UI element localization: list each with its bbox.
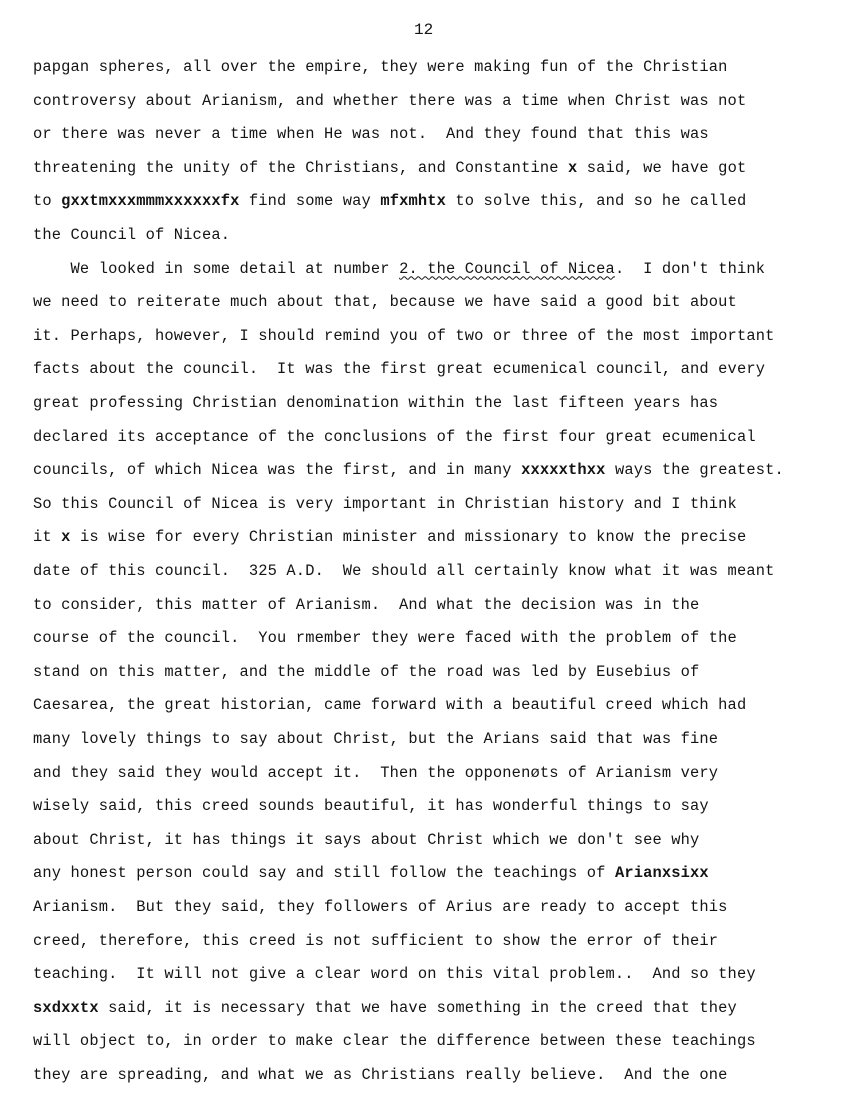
text-line — [33, 628, 737, 648]
text-segment: or there was never a time when He was not. And they found that this was — [33, 125, 709, 144]
text-line — [33, 830, 699, 850]
text-line — [33, 964, 756, 984]
text-line — [33, 460, 784, 480]
text-line — [33, 695, 746, 715]
text-segment: find some way — [239, 192, 381, 211]
text-segment: will object to, in order to make clear the difference between these teachings — [33, 1032, 756, 1051]
text-line — [33, 158, 746, 178]
text-line — [33, 561, 775, 581]
text-line — [33, 595, 699, 615]
text-segment: to solve this, and so he called — [446, 192, 747, 211]
text-line — [33, 662, 699, 682]
text-segment: declared its acceptance of the conclusions of the first four great ecumenical — [33, 427, 756, 446]
text-segment: any honest person could say and still follow the teachings of — [33, 864, 615, 883]
text-line — [33, 259, 765, 279]
text-line — [33, 729, 718, 749]
text-segment: . I don't think — [614, 259, 766, 278]
text-segment: teaching. It will not give a clear word on this vital problem.. And so they — [33, 965, 756, 984]
text-segment: is wise for every Christian minister and missionary to know the precise — [70, 528, 747, 547]
underlined-text: 2. the Council of Nicea — [399, 259, 615, 278]
text-line — [33, 124, 709, 144]
text-segment: it. Perhaps, however, I should remind you of two or three of the most important — [33, 326, 775, 345]
text-segment: Caesarea, the great historian, came forward with a beautiful creed which had — [33, 696, 747, 715]
text-segment: course of the council. You rmember they were faced with the problem of the — [33, 629, 737, 648]
text-segment: to consider, this matter of Arianism. And what the decision was in the — [33, 595, 700, 614]
text-line — [33, 897, 728, 917]
text-segment: and they said they would accept it. Then the opponenøts of Arianism very — [33, 763, 719, 782]
text-line — [33, 91, 746, 111]
text-line — [33, 931, 718, 951]
text-line — [33, 998, 737, 1018]
text-line — [33, 796, 709, 816]
text-segment: to — [33, 192, 62, 211]
text-line — [33, 527, 746, 547]
text-line — [33, 393, 718, 413]
text-segment: We looked in some detail at number — [33, 259, 400, 278]
struck-out-text: sxdxxtx — [33, 998, 99, 1017]
text-line — [33, 427, 756, 447]
text-line — [33, 1031, 756, 1051]
text-line — [33, 57, 728, 77]
text-line — [33, 191, 746, 211]
text-segment: controversy about Arianism, and whether there was a time when Christ was not — [33, 91, 747, 110]
text-segment: facts about the council. It was the first great ecumenical council, and every — [33, 360, 766, 379]
struck-out-text: gxxtmxxxmmmxxxxxxfx — [61, 192, 240, 211]
text-segment: wisely said, this creed sounds beautiful, it has wonderful things to say — [33, 797, 709, 816]
struck-out-text: Arianxsixx — [614, 864, 709, 883]
text-segment: it — [33, 528, 62, 547]
text-segment: many lovely things to say about Christ, but the Arians said that was fine — [33, 730, 719, 748]
text-segment: date of this council. 325 A.D. We should all certainly know what it was meant — [33, 562, 775, 580]
text-line — [33, 326, 775, 346]
text-line — [33, 225, 230, 245]
text-line — [33, 763, 718, 783]
text-segment: said, it is necessary that we have something in the creed that they — [98, 998, 737, 1017]
text-segment: great professing Christian denomination within the last fifteen years has — [33, 394, 719, 412]
page-number: 12 — [414, 21, 434, 39]
struck-out-text: mfxmhtx — [380, 192, 447, 211]
text-segment: we need to reiterate much about that, because we have said a good bit about — [33, 293, 737, 312]
text-line — [33, 359, 765, 379]
text-line — [33, 292, 737, 312]
text-line — [33, 1065, 728, 1085]
struck-out-text: x — [568, 158, 578, 177]
text-segment: councils, of which Nicea was the first, and in many — [33, 461, 522, 480]
text-segment: papgan spheres, all over the empire, they were making fun of the Christian — [33, 58, 728, 76]
text-segment: they are spreading, and what we as Christians really believe. And the one — [33, 1066, 728, 1084]
struck-out-text: x — [61, 528, 71, 547]
text-segment: creed, therefore, this creed is not sufficient to show the error of their — [33, 931, 719, 950]
text-segment: Arianism. But they said, they followers of Arius are ready to accept this — [33, 898, 728, 916]
struck-out-text: xxxxxthxx — [521, 461, 606, 480]
text-segment: ways the greatest. — [605, 461, 784, 480]
text-segment: stand on this matter, and the middle of the road was led by Eusebius of — [33, 662, 700, 681]
text-segment: So this Council of Nicea is very important in Christian history and I think — [33, 494, 737, 513]
text-segment: said, we have got — [577, 158, 747, 177]
text-segment: the Council of Nicea. — [33, 226, 231, 244]
text-line — [33, 863, 709, 883]
text-segment: threatening the unity of the Christians, and Constantine — [33, 158, 568, 177]
text-segment: about Christ, it has things it says about Christ which we don't see why — [33, 830, 700, 849]
text-line — [33, 494, 737, 514]
